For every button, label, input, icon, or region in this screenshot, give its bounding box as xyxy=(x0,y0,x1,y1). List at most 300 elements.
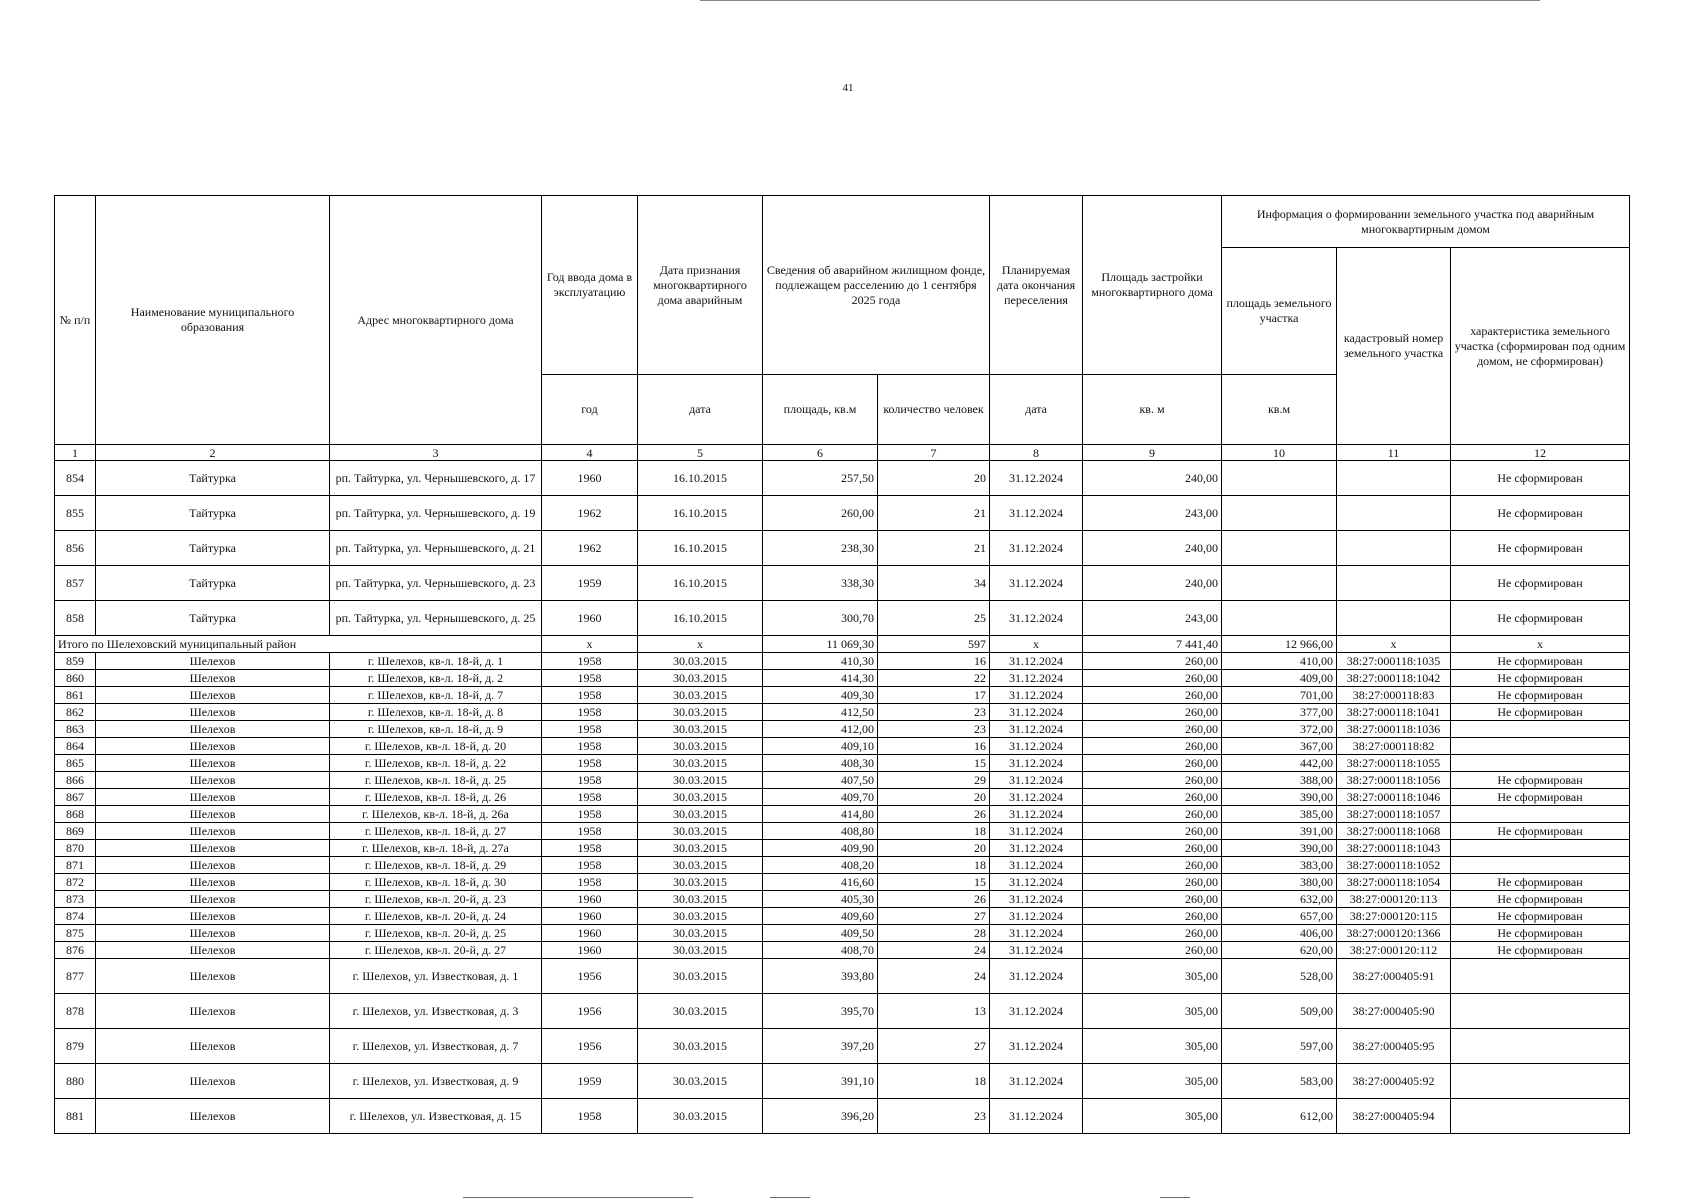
address-cell: г. Шелехов, кв-л. 18-й, д. 26а xyxy=(330,806,542,823)
municipality-cell: Шелехов xyxy=(96,874,330,891)
people-cell: 16 xyxy=(878,653,990,670)
cadastral-cell: 38:27:000118:1056 xyxy=(1337,772,1451,789)
row-number: 862 xyxy=(55,704,96,721)
area-cell: 414,80 xyxy=(763,806,878,823)
address-cell: рп. Тайтурка, ул. Чернышевского, д. 23 xyxy=(330,566,542,601)
cadastral-cell: 38:27:000120:1366 xyxy=(1337,925,1451,942)
area-cell: 238,30 xyxy=(763,531,878,566)
area-cell: 408,70 xyxy=(763,942,878,959)
building-area-cell: 305,00 xyxy=(1083,1099,1222,1134)
table-row xyxy=(55,806,1630,823)
building-area-cell: 305,00 xyxy=(1083,1029,1222,1064)
table-row xyxy=(55,925,1630,942)
total-area-cell: 11 069,30 xyxy=(763,636,878,653)
area-cell: 408,80 xyxy=(763,823,878,840)
land-char-cell xyxy=(1451,1099,1630,1134)
unit-kvm2: кв.м xyxy=(1222,375,1337,445)
date-cell: 30.03.2015 xyxy=(638,823,763,840)
year-cell: 1958 xyxy=(542,704,638,721)
cadastral-cell: 38:27:000118:1046 xyxy=(1337,789,1451,806)
year-cell: 1960 xyxy=(542,891,638,908)
municipality-cell: Шелехов xyxy=(96,1064,330,1099)
row-number: 860 xyxy=(55,670,96,687)
date-cell: 30.03.2015 xyxy=(638,1099,763,1134)
building-area-cell: 305,00 xyxy=(1083,994,1222,1029)
date-cell: 30.03.2015 xyxy=(638,721,763,738)
building-area-cell: 260,00 xyxy=(1083,891,1222,908)
planned-date-cell: 31.12.2024 xyxy=(990,840,1083,857)
cadastral-cell: 38:27:000118:83 xyxy=(1337,687,1451,704)
planned-date-cell: 31.12.2024 xyxy=(990,772,1083,789)
year-cell: 1956 xyxy=(542,1029,638,1064)
address-cell: г. Шелехов, кв-л. 18-й, д. 9 xyxy=(330,721,542,738)
total-larea-cell: 12 966,00 xyxy=(1222,636,1337,653)
municipality-cell: Шелехов xyxy=(96,738,330,755)
year-cell: 1962 xyxy=(542,496,638,531)
year-cell: 1956 xyxy=(542,994,638,1029)
municipality-cell: Шелехов xyxy=(96,704,330,721)
page-number: 41 xyxy=(842,82,854,94)
row-number: 856 xyxy=(55,531,96,566)
year-cell: 1958 xyxy=(542,755,638,772)
land-char-cell: Не сформирован xyxy=(1451,653,1630,670)
address-cell: г. Шелехов, кв-л. 18-й, д. 25 xyxy=(330,772,542,789)
land-char-cell: Не сформирован xyxy=(1451,823,1630,840)
column-numbers-row xyxy=(55,445,1630,461)
municipality-cell: Шелехов xyxy=(96,772,330,789)
people-cell: 20 xyxy=(878,789,990,806)
address-cell: г. Шелехов, ул. Известковая, д. 15 xyxy=(330,1099,542,1134)
year-cell: 1960 xyxy=(542,908,638,925)
area-cell: 408,30 xyxy=(763,755,878,772)
year-cell: 1958 xyxy=(542,1099,638,1134)
total-row xyxy=(55,636,1630,653)
row-number: 864 xyxy=(55,738,96,755)
planned-date-cell: 31.12.2024 xyxy=(990,925,1083,942)
year-cell: 1960 xyxy=(542,461,638,496)
address-cell: г. Шелехов, кв-л. 18-й, д. 30 xyxy=(330,874,542,891)
land-char-cell xyxy=(1451,738,1630,755)
date-cell: 16.10.2015 xyxy=(638,461,763,496)
table-row xyxy=(55,857,1630,874)
planned-date-cell: 31.12.2024 xyxy=(990,670,1083,687)
area-cell: 260,00 xyxy=(763,496,878,531)
address-cell: г. Шелехов, ул. Известковая, д. 7 xyxy=(330,1029,542,1064)
cadastral-cell: 38:27:000118:1052 xyxy=(1337,857,1451,874)
year-cell: 1956 xyxy=(542,959,638,994)
land-area-cell: 632,00 xyxy=(1222,891,1337,908)
date-cell: 30.03.2015 xyxy=(638,925,763,942)
area-cell: 412,00 xyxy=(763,721,878,738)
column-number: 4 xyxy=(542,445,638,461)
header-planned-date: Планируемая дата окончания переселения xyxy=(990,196,1083,375)
building-area-cell: 260,00 xyxy=(1083,670,1222,687)
unit-date2: дата xyxy=(990,375,1083,445)
cadastral-cell: 38:27:000405:95 xyxy=(1337,1029,1451,1064)
people-cell: 17 xyxy=(878,687,990,704)
cadastral-cell: 38:27:000405:90 xyxy=(1337,994,1451,1029)
municipality-cell: Тайтурка xyxy=(96,496,330,531)
area-cell: 397,20 xyxy=(763,1029,878,1064)
cadastral-cell: 38:27:000118:82 xyxy=(1337,738,1451,755)
year-cell: 1958 xyxy=(542,874,638,891)
unit-date: дата xyxy=(638,375,763,445)
land-area-cell xyxy=(1222,531,1337,566)
cadastral-cell: 38:27:000118:1041 xyxy=(1337,704,1451,721)
row-number: 869 xyxy=(55,823,96,840)
row-number: 865 xyxy=(55,755,96,772)
area-cell: 407,50 xyxy=(763,772,878,789)
planned-date-cell: 31.12.2024 xyxy=(990,942,1083,959)
scan-bottom-line xyxy=(770,1197,810,1198)
land-char-cell: Не сформирован xyxy=(1451,461,1630,496)
building-area-cell: 260,00 xyxy=(1083,653,1222,670)
municipality-cell: Шелехов xyxy=(96,721,330,738)
building-area-cell: 305,00 xyxy=(1083,959,1222,994)
unit-year: год xyxy=(542,375,638,445)
land-char-cell xyxy=(1451,806,1630,823)
year-cell: 1959 xyxy=(542,566,638,601)
land-area-cell: 390,00 xyxy=(1222,840,1337,857)
municipality-cell: Тайтурка xyxy=(96,531,330,566)
address-cell: г. Шелехов, кв-л. 18-й, д. 27а xyxy=(330,840,542,857)
row-number: 879 xyxy=(55,1029,96,1064)
people-cell: 25 xyxy=(878,601,990,636)
cadastral-cell: 38:27:000118:1068 xyxy=(1337,823,1451,840)
area-cell: 338,30 xyxy=(763,566,878,601)
municipality-cell: Шелехов xyxy=(96,823,330,840)
row-number: 881 xyxy=(55,1099,96,1134)
land-char-cell: Не сформирован xyxy=(1451,772,1630,789)
date-cell: 30.03.2015 xyxy=(638,755,763,772)
unit-area: площадь, кв.м xyxy=(763,375,878,445)
people-cell: 13 xyxy=(878,994,990,1029)
municipality-cell: Шелехов xyxy=(96,670,330,687)
date-cell: 30.03.2015 xyxy=(638,874,763,891)
building-area-cell: 260,00 xyxy=(1083,789,1222,806)
people-cell: 18 xyxy=(878,1064,990,1099)
land-char-cell: Не сформирован xyxy=(1451,942,1630,959)
row-number: 870 xyxy=(55,840,96,857)
cadastral-cell: 38:27:000118:1036 xyxy=(1337,721,1451,738)
header-land-char: характеристика земельного участка (сформирован под одним домом, не сформирован) xyxy=(1451,248,1630,445)
people-cell: 27 xyxy=(878,1029,990,1064)
header-municipality: Наименование муниципального образования xyxy=(96,196,330,445)
address-cell: г. Шелехов, кв-л. 20-й, д. 25 xyxy=(330,925,542,942)
address-cell: г. Шелехов, кв-л. 18-й, д. 7 xyxy=(330,687,542,704)
people-cell: 20 xyxy=(878,840,990,857)
land-area-cell: 367,00 xyxy=(1222,738,1337,755)
cadastral-cell: 38:27:000405:91 xyxy=(1337,959,1451,994)
row-number: 878 xyxy=(55,994,96,1029)
table-header xyxy=(55,196,1630,461)
building-area-cell: 305,00 xyxy=(1083,1064,1222,1099)
address-cell: г. Шелехов, кв-л. 18-й, д. 1 xyxy=(330,653,542,670)
row-number: 867 xyxy=(55,789,96,806)
land-area-cell xyxy=(1222,601,1337,636)
land-area-cell: 583,00 xyxy=(1222,1064,1337,1099)
column-number: 9 xyxy=(1083,445,1222,461)
cadastral-cell: 38:27:000118:1055 xyxy=(1337,755,1451,772)
building-area-cell: 260,00 xyxy=(1083,687,1222,704)
column-number: 2 xyxy=(96,445,330,461)
land-char-cell: Не сформирован xyxy=(1451,601,1630,636)
land-area-cell: 509,00 xyxy=(1222,994,1337,1029)
land-area-cell: 377,00 xyxy=(1222,704,1337,721)
address-cell: г. Шелехов, ул. Известковая, д. 1 xyxy=(330,959,542,994)
scan-top-line xyxy=(700,0,1540,1)
cadastral-cell: 38:27:000118:1035 xyxy=(1337,653,1451,670)
land-char-cell: Не сформирован xyxy=(1451,566,1630,601)
municipality-cell: Шелехов xyxy=(96,891,330,908)
table-row xyxy=(55,461,1630,496)
building-area-cell: 260,00 xyxy=(1083,925,1222,942)
year-cell: 1958 xyxy=(542,789,638,806)
municipality-cell: Шелехов xyxy=(96,1099,330,1134)
total-char-cell: x xyxy=(1451,636,1630,653)
table-row xyxy=(55,942,1630,959)
land-area-cell: 406,00 xyxy=(1222,925,1337,942)
building-area-cell: 260,00 xyxy=(1083,942,1222,959)
people-cell: 26 xyxy=(878,891,990,908)
table-body xyxy=(55,461,1630,1134)
municipality-cell: Шелехов xyxy=(96,840,330,857)
cadastral-cell: 38:27:000118:1057 xyxy=(1337,806,1451,823)
land-area-cell: 597,00 xyxy=(1222,1029,1337,1064)
row-number: 859 xyxy=(55,653,96,670)
municipality-cell: Шелехов xyxy=(96,755,330,772)
row-number: 871 xyxy=(55,857,96,874)
cadastral-cell: 38:27:000118:1054 xyxy=(1337,874,1451,891)
cadastral-cell: 38:27:000120:115 xyxy=(1337,908,1451,925)
address-cell: г. Шелехов, кв-л. 18-й, д. 2 xyxy=(330,670,542,687)
land-area-cell xyxy=(1222,496,1337,531)
total-year-cell: x xyxy=(542,636,638,653)
row-number: 863 xyxy=(55,721,96,738)
date-cell: 30.03.2015 xyxy=(638,653,763,670)
table-row xyxy=(55,496,1630,531)
column-number: 3 xyxy=(330,445,542,461)
row-number: 880 xyxy=(55,1064,96,1099)
land-char-cell: Не сформирован xyxy=(1451,925,1630,942)
date-cell: 30.03.2015 xyxy=(638,942,763,959)
building-area-cell: 260,00 xyxy=(1083,908,1222,925)
table-row xyxy=(55,755,1630,772)
address-cell: г. Шелехов, кв-л. 18-й, д. 22 xyxy=(330,755,542,772)
building-area-cell: 260,00 xyxy=(1083,738,1222,755)
land-area-cell: 620,00 xyxy=(1222,942,1337,959)
row-number: 873 xyxy=(55,891,96,908)
municipality-cell: Шелехов xyxy=(96,653,330,670)
total-planned-cell: x xyxy=(990,636,1083,653)
people-cell: 23 xyxy=(878,721,990,738)
row-number: 877 xyxy=(55,959,96,994)
planned-date-cell: 31.12.2024 xyxy=(990,653,1083,670)
planned-date-cell: 31.12.2024 xyxy=(990,908,1083,925)
people-cell: 15 xyxy=(878,874,990,891)
unit-kvm: кв. м xyxy=(1083,375,1222,445)
year-cell: 1958 xyxy=(542,806,638,823)
header-fund-info: Сведения об аварийном жилищном фонде, подлежащем расселению до 1 сентября 2025 года xyxy=(763,196,990,375)
planned-date-cell: 31.12.2024 xyxy=(990,531,1083,566)
planned-date-cell: 31.12.2024 xyxy=(990,721,1083,738)
building-area-cell: 260,00 xyxy=(1083,806,1222,823)
address-cell: рп. Тайтурка, ул. Чернышевского, д. 21 xyxy=(330,531,542,566)
municipality-cell: Шелехов xyxy=(96,806,330,823)
column-number: 10 xyxy=(1222,445,1337,461)
land-area-cell: 657,00 xyxy=(1222,908,1337,925)
address-cell: г. Шелехов, кв-л. 20-й, д. 27 xyxy=(330,942,542,959)
planned-date-cell: 31.12.2024 xyxy=(990,994,1083,1029)
land-area-cell: 388,00 xyxy=(1222,772,1337,789)
land-char-cell: Не сформирован xyxy=(1451,789,1630,806)
area-cell: 410,30 xyxy=(763,653,878,670)
address-cell: рп. Тайтурка, ул. Чернышевского, д. 25 xyxy=(330,601,542,636)
cadastral-cell: 38:27:000120:113 xyxy=(1337,891,1451,908)
date-cell: 30.03.2015 xyxy=(638,687,763,704)
table-row xyxy=(55,721,1630,738)
table-row xyxy=(55,687,1630,704)
table-row xyxy=(55,994,1630,1029)
table-row xyxy=(55,1029,1630,1064)
municipality-cell: Шелехов xyxy=(96,994,330,1029)
total-people-cell: 597 xyxy=(878,636,990,653)
land-char-cell: Не сформирован xyxy=(1451,891,1630,908)
planned-date-cell: 31.12.2024 xyxy=(990,601,1083,636)
planned-date-cell: 31.12.2024 xyxy=(990,891,1083,908)
people-cell: 16 xyxy=(878,738,990,755)
area-cell: 391,10 xyxy=(763,1064,878,1099)
planned-date-cell: 31.12.2024 xyxy=(990,874,1083,891)
municipality-cell: Шелехов xyxy=(96,959,330,994)
header-address: Адрес многоквартирного дома xyxy=(330,196,542,445)
cadastral-cell: 38:27:000405:92 xyxy=(1337,1064,1451,1099)
row-number: 868 xyxy=(55,806,96,823)
date-cell: 16.10.2015 xyxy=(638,566,763,601)
municipality-cell: Шелехов xyxy=(96,908,330,925)
table-row xyxy=(55,840,1630,857)
row-number: 858 xyxy=(55,601,96,636)
planned-date-cell: 31.12.2024 xyxy=(990,687,1083,704)
year-cell: 1960 xyxy=(542,925,638,942)
table-row xyxy=(55,789,1630,806)
municipality-cell: Тайтурка xyxy=(96,566,330,601)
area-cell: 416,60 xyxy=(763,874,878,891)
scan-bottom-line xyxy=(1160,1197,1190,1198)
date-cell: 30.03.2015 xyxy=(638,806,763,823)
planned-date-cell: 31.12.2024 xyxy=(990,738,1083,755)
column-number: 11 xyxy=(1337,445,1451,461)
cadastral-cell xyxy=(1337,461,1451,496)
date-cell: 30.03.2015 xyxy=(638,959,763,994)
cadastral-cell xyxy=(1337,496,1451,531)
area-cell: 409,50 xyxy=(763,925,878,942)
date-cell: 30.03.2015 xyxy=(638,738,763,755)
date-cell: 30.03.2015 xyxy=(638,772,763,789)
planned-date-cell: 31.12.2024 xyxy=(990,1029,1083,1064)
header-cadastral: кадастровый номер земельного участка xyxy=(1337,248,1451,445)
table-row xyxy=(55,601,1630,636)
building-area-cell: 240,00 xyxy=(1083,566,1222,601)
land-char-cell: Не сформирован xyxy=(1451,670,1630,687)
land-area-cell: 409,00 xyxy=(1222,670,1337,687)
date-cell: 16.10.2015 xyxy=(638,531,763,566)
cadastral-cell: 38:27:000405:94 xyxy=(1337,1099,1451,1134)
year-cell: 1959 xyxy=(542,1064,638,1099)
land-char-cell: Не сформирован xyxy=(1451,496,1630,531)
planned-date-cell: 31.12.2024 xyxy=(990,755,1083,772)
area-cell: 409,70 xyxy=(763,789,878,806)
land-area-cell: 372,00 xyxy=(1222,721,1337,738)
year-cell: 1958 xyxy=(542,738,638,755)
area-cell: 300,70 xyxy=(763,601,878,636)
land-char-cell: Не сформирован xyxy=(1451,531,1630,566)
total-cad-cell: x xyxy=(1337,636,1451,653)
column-number: 6 xyxy=(763,445,878,461)
land-area-cell: 612,00 xyxy=(1222,1099,1337,1134)
land-char-cell xyxy=(1451,1029,1630,1064)
people-cell: 18 xyxy=(878,823,990,840)
people-cell: 18 xyxy=(878,857,990,874)
table-row xyxy=(55,908,1630,925)
land-area-cell: 380,00 xyxy=(1222,874,1337,891)
land-char-cell: Не сформирован xyxy=(1451,874,1630,891)
area-cell: 412,50 xyxy=(763,704,878,721)
date-cell: 16.10.2015 xyxy=(638,601,763,636)
people-cell: 15 xyxy=(878,755,990,772)
land-area-cell: 410,00 xyxy=(1222,653,1337,670)
header-date-recognized: Дата признания многоквартирного дома аварийным xyxy=(638,196,763,375)
address-cell: г. Шелехов, кв-л. 20-й, д. 24 xyxy=(330,908,542,925)
people-cell: 21 xyxy=(878,496,990,531)
table-row xyxy=(55,653,1630,670)
row-number: 872 xyxy=(55,874,96,891)
table-row xyxy=(55,1064,1630,1099)
cadastral-cell xyxy=(1337,566,1451,601)
land-area-cell: 385,00 xyxy=(1222,806,1337,823)
building-area-cell: 260,00 xyxy=(1083,823,1222,840)
land-char-cell: Не сформирован xyxy=(1451,687,1630,704)
address-cell: г. Шелехов, кв-л. 18-й, д. 29 xyxy=(330,857,542,874)
year-cell: 1958 xyxy=(542,687,638,704)
table-row xyxy=(55,531,1630,566)
municipality-cell: Шелехов xyxy=(96,925,330,942)
land-char-cell xyxy=(1451,755,1630,772)
area-cell: 409,30 xyxy=(763,687,878,704)
column-number: 8 xyxy=(990,445,1083,461)
area-cell: 414,30 xyxy=(763,670,878,687)
planned-date-cell: 31.12.2024 xyxy=(990,806,1083,823)
people-cell: 28 xyxy=(878,925,990,942)
land-area-cell: 383,00 xyxy=(1222,857,1337,874)
planned-date-cell: 31.12.2024 xyxy=(990,1099,1083,1134)
municipality-cell: Шелехов xyxy=(96,942,330,959)
land-area-cell xyxy=(1222,566,1337,601)
date-cell: 30.03.2015 xyxy=(638,994,763,1029)
area-cell: 395,70 xyxy=(763,994,878,1029)
land-char-cell: Не сформирован xyxy=(1451,908,1630,925)
date-cell: 30.03.2015 xyxy=(638,908,763,925)
address-cell: г. Шелехов, кв-л. 18-й, д. 8 xyxy=(330,704,542,721)
planned-date-cell: 31.12.2024 xyxy=(990,496,1083,531)
land-area-cell xyxy=(1222,461,1337,496)
building-area-cell: 260,00 xyxy=(1083,874,1222,891)
area-cell: 409,90 xyxy=(763,840,878,857)
header-num: № п/п xyxy=(55,196,96,445)
row-number: 874 xyxy=(55,908,96,925)
land-char-cell: Не сформирован xyxy=(1451,704,1630,721)
table-row xyxy=(55,891,1630,908)
